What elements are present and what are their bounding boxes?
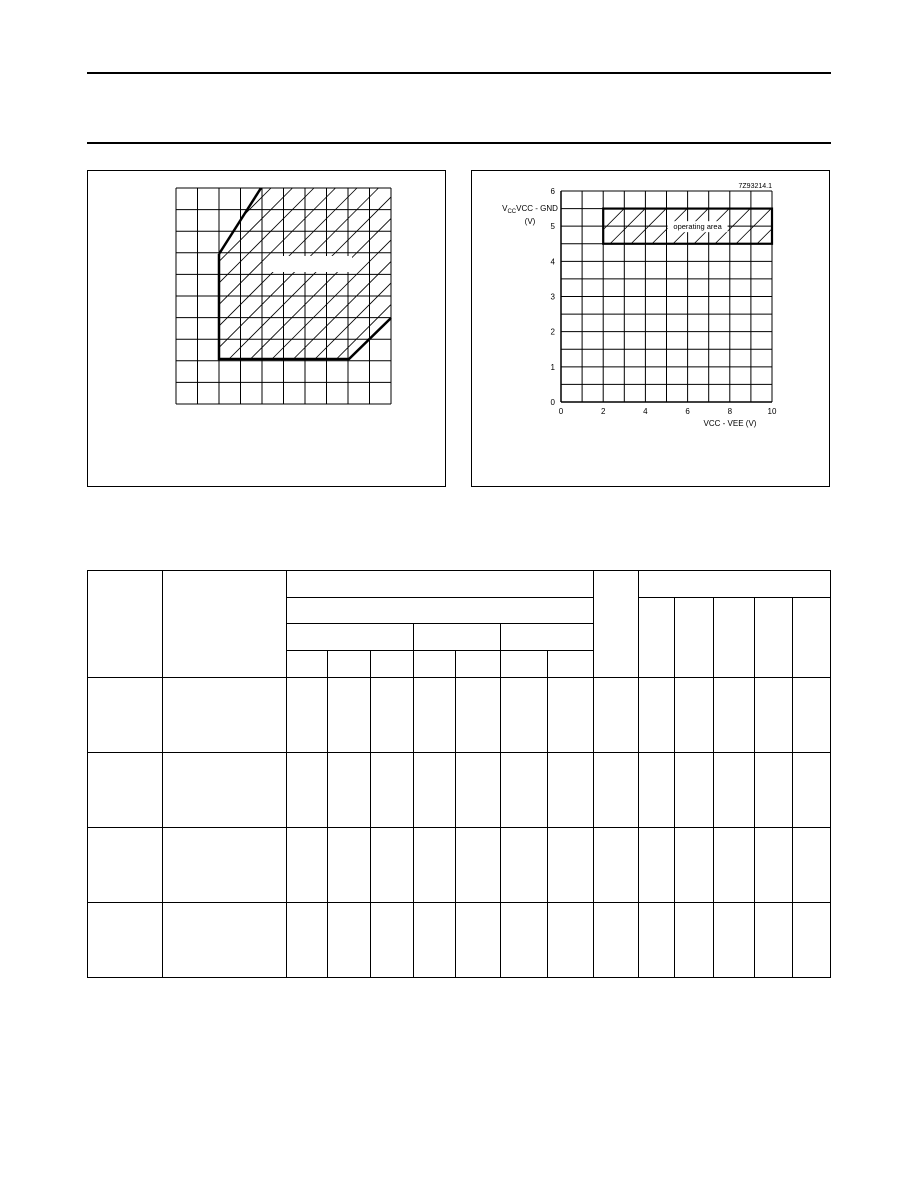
header-rule-top xyxy=(87,72,831,74)
table-cell xyxy=(163,903,287,978)
y-tick-label: 2 xyxy=(550,327,555,337)
table-cell xyxy=(714,903,755,978)
x-axis-label: VCC - VEE (V) xyxy=(703,419,757,428)
header-rule-bottom xyxy=(87,142,831,144)
table-cell xyxy=(371,903,414,978)
table-cell xyxy=(328,903,371,978)
table-header-cell xyxy=(287,598,594,624)
table-cell xyxy=(456,828,501,903)
figure-id-label: 7Z93214.1 xyxy=(738,183,772,190)
table-cell xyxy=(755,678,793,753)
left-figure-blank-gap xyxy=(272,256,352,272)
x-tick-label: 10 xyxy=(767,407,777,416)
operating-area-hatch-line xyxy=(799,209,831,244)
figure-right-panel xyxy=(471,170,830,487)
left-hatch-line xyxy=(88,188,185,404)
table-cell xyxy=(501,753,548,828)
table-cell xyxy=(793,678,831,753)
table-header-cell xyxy=(675,598,714,678)
x-tick-label: 6 xyxy=(685,407,690,416)
table-cell xyxy=(287,678,328,753)
figure-left-panel xyxy=(87,170,446,487)
table-cell xyxy=(675,678,714,753)
y-tick-label: 0 xyxy=(550,398,555,407)
table-row xyxy=(88,828,831,903)
table-cell xyxy=(163,678,287,753)
table-cell xyxy=(88,828,163,903)
table-cell xyxy=(755,903,793,978)
table-header-cell xyxy=(639,598,675,678)
characteristics-table xyxy=(87,570,831,978)
y-tick-label: 4 xyxy=(550,257,555,267)
table-header-cell xyxy=(755,598,793,678)
table-cell xyxy=(548,828,594,903)
table-cell xyxy=(287,903,328,978)
x-tick-label: 4 xyxy=(643,407,648,416)
table-cell xyxy=(414,903,456,978)
table-cell xyxy=(714,678,755,753)
table-header-cell xyxy=(501,624,594,651)
table-cell xyxy=(501,678,548,753)
table-header-cell xyxy=(456,651,501,678)
table-cell xyxy=(594,828,639,903)
table-cell xyxy=(594,903,639,978)
table-cell xyxy=(639,828,675,903)
table-header-cell xyxy=(287,624,414,651)
table-header-cell xyxy=(287,571,594,598)
x-tick-label: 8 xyxy=(727,407,733,416)
table-cell xyxy=(755,828,793,903)
table-cell xyxy=(287,828,328,903)
table-cell xyxy=(594,678,639,753)
table-cell xyxy=(675,753,714,828)
table-cell xyxy=(594,753,639,828)
table-header-cell xyxy=(594,571,639,678)
table-cell xyxy=(548,903,594,978)
table-cell xyxy=(328,753,371,828)
table-cell xyxy=(793,828,831,903)
table-cell xyxy=(88,753,163,828)
ylabel-text: VCC - GND xyxy=(516,204,558,213)
table-cell xyxy=(371,678,414,753)
table-header-cell xyxy=(639,571,831,598)
table-cell xyxy=(755,753,793,828)
table-cell xyxy=(328,678,371,753)
table-cell xyxy=(456,678,501,753)
left-hatch-line xyxy=(421,188,448,404)
y-tick-label: 3 xyxy=(550,292,555,302)
table-cell xyxy=(548,753,594,828)
y-tick-label: 5 xyxy=(550,222,555,232)
left-hatch-line xyxy=(88,188,142,404)
table-header-cell xyxy=(793,598,831,678)
left-hatch-line xyxy=(442,188,447,404)
table-header-cell xyxy=(714,598,755,678)
table-header-cell xyxy=(414,624,501,651)
y-tick-label: 6 xyxy=(550,187,555,196)
table-header-cell xyxy=(163,571,287,678)
table-cell xyxy=(328,828,371,903)
table-header-cell xyxy=(501,651,548,678)
left-hatch-line xyxy=(88,188,164,404)
table-cell xyxy=(414,753,456,828)
y-axis-label-line2: (V) xyxy=(524,217,536,226)
table-header-cell xyxy=(548,651,594,678)
table-cell xyxy=(793,753,831,828)
y-tick-label: 1 xyxy=(550,362,555,372)
operating-area-hatch-line xyxy=(778,209,813,244)
table-cell xyxy=(793,903,831,978)
y-axis-label-line1: $V_{CC}VCC$ - GND xyxy=(502,204,558,215)
table-header-cell xyxy=(287,651,328,678)
table-cell xyxy=(639,678,675,753)
chart-grid xyxy=(561,191,772,402)
table-row xyxy=(88,678,831,753)
table-header-cell xyxy=(371,651,414,678)
table-cell xyxy=(714,828,755,903)
table-header-cell xyxy=(414,651,456,678)
table-cell xyxy=(714,753,755,828)
table-header-row-1 xyxy=(88,571,831,598)
table-cell xyxy=(639,753,675,828)
table-cell xyxy=(456,903,501,978)
table-header-cell xyxy=(88,571,163,678)
left-grid-figure xyxy=(88,171,447,488)
table-cell xyxy=(88,903,163,978)
x-tick-label: 0 xyxy=(558,407,564,416)
table-cell xyxy=(88,678,163,753)
table-row xyxy=(88,903,831,978)
table-cell xyxy=(371,753,414,828)
left-hatch-line xyxy=(399,188,447,404)
x-tick-label: 2 xyxy=(600,407,606,416)
table-cell xyxy=(639,903,675,978)
table-cell xyxy=(501,828,548,903)
table-cell xyxy=(163,828,287,903)
table-cell xyxy=(414,828,456,903)
table-cell xyxy=(501,903,548,978)
table-cell xyxy=(675,903,714,978)
operating-area-label: operating area xyxy=(673,222,722,232)
table-row xyxy=(88,753,831,828)
operating-area-chart xyxy=(472,171,831,488)
table-cell xyxy=(456,753,501,828)
table-cell xyxy=(163,753,287,828)
table-cell xyxy=(371,828,414,903)
table-cell xyxy=(675,828,714,903)
table-header-cell xyxy=(328,651,371,678)
table-cell xyxy=(414,678,456,753)
table-cell xyxy=(287,753,328,828)
table-cell xyxy=(548,678,594,753)
